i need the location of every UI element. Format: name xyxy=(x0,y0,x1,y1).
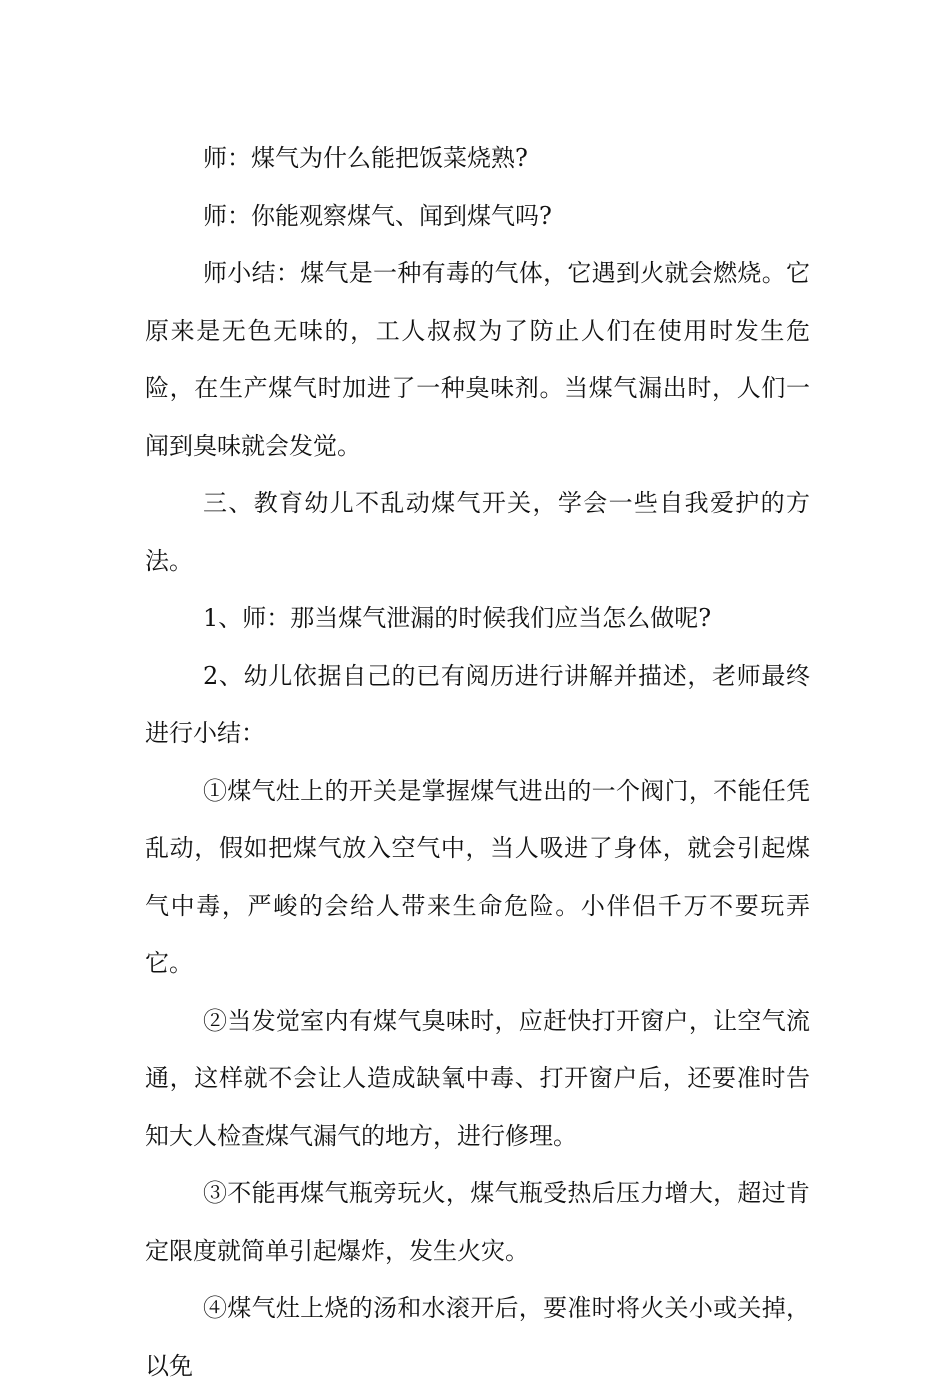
paragraph-point-3: ③不能再煤气瓶旁玩火，煤气瓶受热后压力增大，超过肯定限度就简单引起爆炸，发生火灾。 xyxy=(145,1179,810,1265)
paragraph-point-2: ②当发觉室内有煤气臭味时，应赶快打开窗户，让空气流通，这样就不会让人造成缺氧中毒、打开窗户后，还要准时告知大人检查煤气漏气的地方，进行修理。 xyxy=(145,1006,810,1150)
section-heading-three: 三、教育幼儿不乱动煤气开关，学会一些自我爱护的方法。 xyxy=(145,489,810,575)
paragraph-question-observe: 师：你能观察煤气、闻到煤气吗? xyxy=(203,201,552,230)
paragraph-point-4: ④煤气灶上烧的汤和水滚开后，要准时将火关小或关掉，以免 xyxy=(145,1294,810,1380)
paragraph-step-1: 1、师：那当煤气泄漏的时候我们应当怎么做呢? xyxy=(203,604,712,632)
paragraph-teacher-summary: 师小结：煤气是一种有毒的气体，它遇到火就会燃烧。它原来是无色无味的，工人叔叔为了防止人们在使用时发生危险，在生产煤气时加进了一种臭味剂。当煤气漏出时，人们一闻到臭味就会发觉。 xyxy=(145,259,810,460)
paragraph-point-1: ①煤气灶上的开关是掌握煤气进出的一个阀门，不能任凭乱动，假如把煤气放入空气中，当人吸进了身体，就会引起煤气中毒，严峻的会给人带来生命危险。小伴侣千万不要玩弄它。 xyxy=(145,776,810,977)
paragraph-question-cooking: 师：煤气为什么能把饭菜烧熟? xyxy=(203,144,528,172)
paragraph-step-2: 2、幼儿依据自己的已有阅历进行讲解并描述，老师最终进行小结： xyxy=(145,661,810,747)
document-body xyxy=(145,130,810,1395)
